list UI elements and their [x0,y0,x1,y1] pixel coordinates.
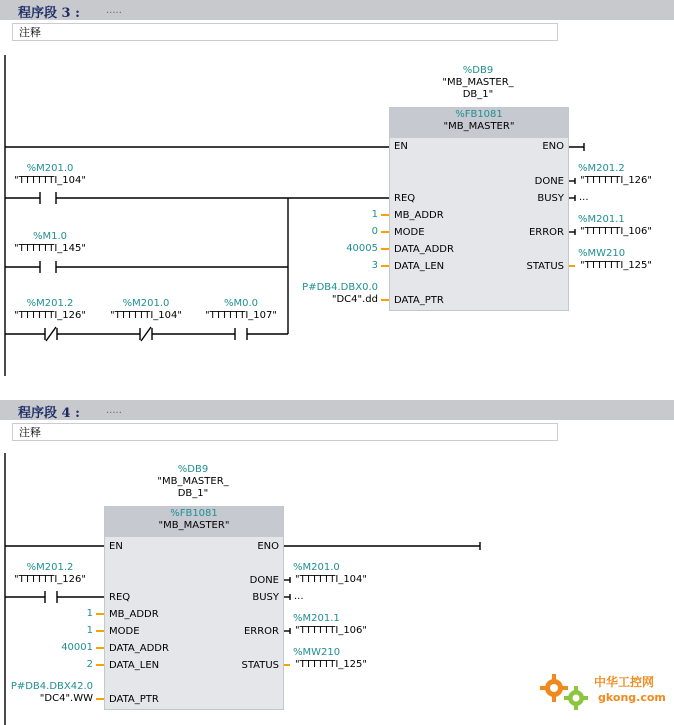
n3-input-data-addr[interactable]: 40005 [346,243,378,254]
n4-output-busy-value[interactable]: ... [294,591,304,602]
n4-pin-data-ptr[interactable]: DATA_PTR [109,694,159,705]
n4-pin-status[interactable]: STATUS [241,660,279,671]
n3-output-error-address[interactable]: %M201.1 [578,214,625,225]
n3-input-data-len[interactable]: 3 [371,260,378,271]
n3-pin-en[interactable]: EN [394,141,408,152]
n4-pin-data-len[interactable]: DATA_LEN [109,660,160,671]
n3-fb-name: "MB_MASTER" [443,121,515,132]
n4-pin-data-addr[interactable]: DATA_ADDR [109,643,169,654]
n3-output-status-name[interactable]: "TTTTTTI_125" [580,260,653,271]
n3-output-status-address[interactable]: %MW210 [578,248,626,259]
network-3-dots: ..... [106,5,122,16]
n4-pin-req[interactable]: REQ [109,592,131,603]
n4-db-name-1: "MB_MASTER_ [157,476,229,487]
n3-output-error-name[interactable]: "TTTTTTI_106" [580,226,653,237]
network-3-comment[interactable]: 注释 [12,23,558,41]
n4-input-data-ptr-name[interactable]: "DC4".WW [39,693,93,704]
n3-pin-eno[interactable]: ENO [542,141,564,152]
n3-input-data-ptr-name[interactable]: "DC4".dd [331,294,378,305]
n3-db-address: %DB9 [462,65,494,76]
n3-output-busy-value[interactable]: ... [579,192,589,203]
n3-pin-data-addr[interactable]: DATA_ADDR [394,244,454,255]
n4-fb-address: %FB1081 [170,508,218,519]
n4-db-address: %DB9 [177,464,209,475]
n4-input-mb-addr[interactable]: 1 [86,608,93,619]
n3-pin-mb-addr[interactable]: MB_ADDR [394,210,444,221]
n3-input-mode[interactable]: 0 [371,226,378,237]
n3-pin-busy[interactable]: BUSY [537,193,564,204]
n4-fb-block[interactable] [104,506,284,710]
n3-output-done-address[interactable]: %M201.2 [578,163,625,174]
n3-contact-1-address[interactable]: %M201.0 [26,163,74,174]
n4-contact-1-name[interactable]: "TTTTTTI_126" [13,574,86,585]
n4-input-data-ptr-addr[interactable]: P#DB4.DBX42.0 [10,681,93,692]
n3-db-name-1: "MB_MASTER_ [442,77,514,88]
n4-db-name-2: DB_1" [177,488,209,499]
network-4-comment[interactable]: 注释 [12,423,558,441]
n3-input-mb-addr[interactable]: 1 [371,209,378,220]
watermark-text-url: gkong.com [598,691,666,704]
n3-pin-error[interactable]: ERROR [528,227,564,238]
n3-contact-3-name[interactable]: "TTTTTTI_126" [13,310,86,321]
n3-contact-4-address[interactable]: %M201.0 [122,298,170,309]
network-4-title: 程序段 4 : [18,406,80,421]
n3-contact-3-address[interactable]: %M201.2 [26,298,74,309]
n4-pin-error[interactable]: ERROR [243,626,279,637]
n3-input-data-ptr-addr[interactable]: P#DB4.DBX0.0 [302,282,378,293]
n4-output-done-name[interactable]: "TTTTTTI_104" [295,574,368,585]
n3-pin-data-ptr[interactable]: DATA_PTR [394,295,444,306]
n4-output-status-name[interactable]: "TTTTTTI_125" [295,659,368,670]
n3-pin-mode[interactable]: MODE [394,227,425,238]
n3-fb-block[interactable] [389,107,569,311]
n3-contact-1-name[interactable]: "TTTTTTI_104" [13,175,86,186]
network-4-header[interactable] [0,400,674,420]
n4-input-data-len[interactable]: 2 [86,659,93,670]
n4-pin-eno[interactable]: ENO [257,541,279,552]
n4-output-status-address[interactable]: %MW210 [293,647,341,658]
n4-output-error-address[interactable]: %M201.1 [293,613,340,624]
n3-contact-2-name[interactable]: "TTTTTTI_145" [13,243,86,254]
network-3-title: 程序段 3 : [18,6,80,21]
n3-pin-data-len[interactable]: DATA_LEN [394,261,445,272]
n4-fb-name: "MB_MASTER" [158,520,230,531]
gear-icon [538,668,598,718]
n3-contact-4-name[interactable]: "TTTTTTI_104" [109,310,182,321]
n4-pin-en[interactable]: EN [109,541,123,552]
n3-pin-done[interactable]: DONE [534,176,564,187]
n4-pin-mode[interactable]: MODE [109,626,140,637]
n4-output-error-name[interactable]: "TTTTTTI_106" [295,625,368,636]
n3-db-name-2: DB_1" [462,89,494,100]
n4-input-data-addr[interactable]: 40001 [61,642,93,653]
n4-input-mode[interactable]: 1 [86,625,93,636]
n4-contact-1-address[interactable]: %M201.2 [26,562,74,573]
watermark-text-cn: 中华工控网 [594,675,655,689]
n3-contact-5-address[interactable]: %M0.0 [223,298,259,309]
n4-pin-busy[interactable]: BUSY [252,592,279,603]
n3-contact-2-address[interactable]: %M1.0 [32,231,68,242]
n3-pin-req[interactable]: REQ [394,193,416,204]
n3-output-done-name[interactable]: "TTTTTTI_126" [580,175,653,186]
watermark-logo [538,668,672,718]
n4-output-done-address[interactable]: %M201.0 [293,562,340,573]
n4-pin-mb-addr[interactable]: MB_ADDR [109,609,159,620]
n3-pin-status[interactable]: STATUS [526,261,564,272]
network-4-dots: ..... [106,405,122,416]
n4-pin-done[interactable]: DONE [249,575,279,586]
n3-contact-5-name[interactable]: "TTTTTTI_107" [204,310,277,321]
n3-fb-address: %FB1081 [455,109,503,120]
